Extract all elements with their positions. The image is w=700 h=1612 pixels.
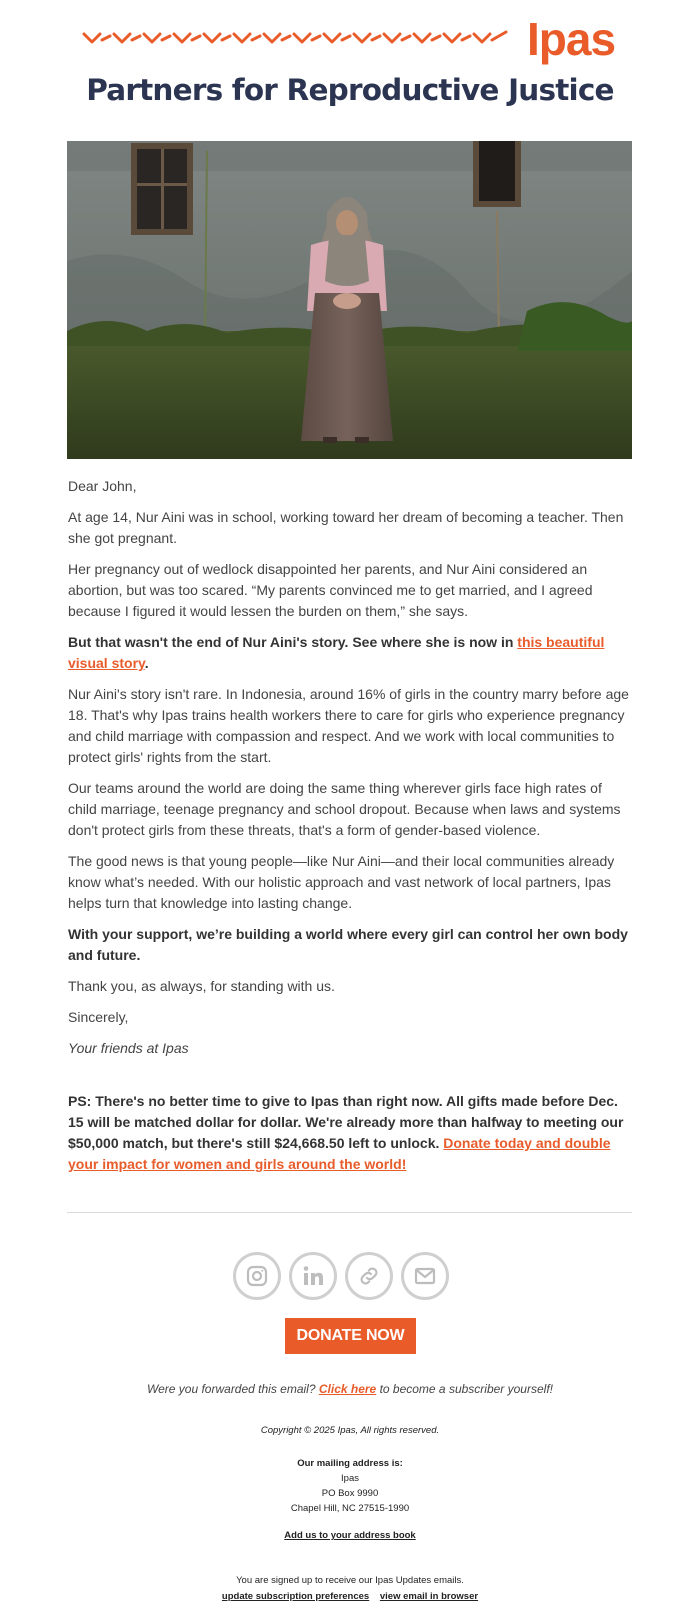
greeting: Dear John, [68, 478, 137, 494]
donate-today-link[interactable]: Donate today and double your impact for women and girls around the world! [68, 1135, 611, 1172]
visual-story-link[interactable]: this beautiful visual story [68, 634, 605, 671]
mailing-heading: Our mailing address is: [297, 1458, 403, 1469]
mailing-address [0, 1456, 700, 1516]
forwarded-text-after: to become a subscriber yourself! [376, 1382, 553, 1396]
paragraph-support: With your support, we’re building a world where every girl can control her own body and future. [68, 926, 628, 963]
ipas-logo[interactable]: Ipas [527, 13, 616, 65]
social-links [0, 1252, 700, 1304]
paragraph: The good news is that young people—like Nur Aini—and their local communities already know what’s needed. With our holistic approach and vast network of local partners, Ipas helps turn that knowledge into lasting change. [68, 853, 615, 911]
donate-now-button[interactable]: DONATE NOW [285, 1318, 416, 1354]
signature: Your friends at Ipas [68, 1040, 189, 1056]
paragraph: At age 14, Nur Aini was in school, working toward her dream of becoming a teacher. Then she got pregnant. [68, 509, 624, 546]
paragraph-end: . [144, 655, 149, 671]
email-header [0, 0, 700, 130]
copyright: Copyright © 2025 Ipas, All rights reserved. [260, 1425, 440, 1436]
footer-links [0, 1591, 700, 1602]
subscribe-click-here-link[interactable]: Click here [318, 1382, 377, 1396]
instagram-icon[interactable] [233, 1252, 281, 1300]
view-in-browser-link[interactable]: view email in browser [379, 1591, 479, 1602]
forwarded-note [0, 1382, 700, 1396]
postscript-text: PS: There's no better time to give to Ipas than right now. All gifts made before Dec. 15 will be matched dollar for dollar. We're already more than halfway to meeting our $50,000 match, but there's still $24,668.50 left to unlock. [68, 1093, 624, 1151]
address-line: Ipas [341, 1473, 359, 1484]
divider [67, 1212, 632, 1213]
email-icon[interactable] [401, 1252, 449, 1300]
link-icon[interactable] [345, 1252, 393, 1300]
linkedin-icon[interactable] [289, 1252, 337, 1300]
paragraph-text: But that wasn't the end of Nur Aini's story. See where she is now in [68, 634, 518, 650]
hero-photo-girl-standing [67, 141, 632, 459]
address-line: Chapel Hill, NC 27515-1990 [290, 1503, 410, 1514]
paragraph: Her pregnancy out of wedlock disappointed her parents, and Nur Aini considered an abortion, but was too scared. “My parents convinced me to get married, and I agreed because I figured it would lessen the burden on them,” she says. [68, 561, 593, 619]
hero-image [67, 141, 632, 459]
update-preferences-link[interactable]: update subscription preferences [221, 1591, 370, 1602]
postscript [68, 1091, 634, 1175]
signed-up-note: You are signed up to receive our Ipas Updates emails. [236, 1575, 464, 1586]
paragraph: Thank you, as always, for standing with us. [68, 978, 335, 994]
tagline: Partners for Reproductive Justice [86, 73, 614, 107]
paragraph: Our teams around the world are doing the same thing wherever girls face high rates of child marriage, teenage pregnancy and school dropout. Because when laws and systems don't protect girls from these threats, that's a form of gender-based violence. [68, 780, 621, 838]
add-to-address-book-link[interactable]: Add us to your address book [284, 1530, 416, 1541]
closing: Sincerely, [68, 1009, 129, 1025]
forwarded-text: Were you forwarded this email? [147, 1382, 319, 1396]
zigzag-decoration [82, 26, 512, 50]
paragraph: Nur Aini's story isn't rare. In Indonesia, around 16% of girls in the country marry before age 18. That's why Ipas trains health workers there to care for girls who experience pregnancy and child marriage with compassion and respect. And we work with local communities to protect girls' rights from the start. [68, 686, 629, 765]
letter-body [68, 476, 634, 1069]
address-line: PO Box 9990 [321, 1488, 379, 1499]
paragraph-story-link [68, 632, 634, 674]
